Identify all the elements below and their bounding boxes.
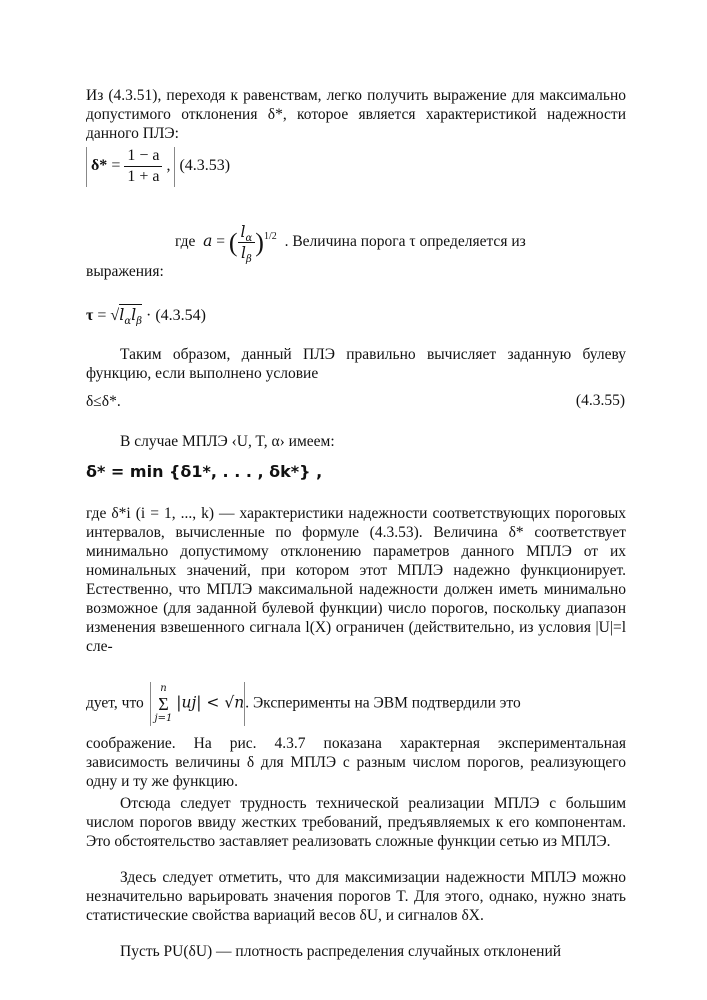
sum-after-text: . Эксперименты на ЭВМ подтвердили это bbox=[245, 694, 521, 712]
paren-open: ( bbox=[228, 228, 238, 257]
l-alpha-radicand: l bbox=[119, 305, 125, 324]
sum-operator bbox=[155, 683, 173, 725]
l-beta-radicand: l bbox=[131, 305, 137, 324]
formula-right-bar bbox=[174, 147, 175, 187]
equation-number-4-3-53: (4.3.53) bbox=[179, 157, 231, 175]
where-a-line: где a = ( $\frac{l_\alpha}{l_\beta}$ )$^{1/2}$ . Величина порога τ определяется из bbox=[175, 223, 526, 265]
tau-lhs: τ bbox=[86, 307, 94, 324]
paragraph-expression: выражения: bbox=[86, 263, 164, 280]
dot: · bbox=[145, 307, 152, 324]
paren-close: ) bbox=[255, 228, 264, 257]
paragraph-characteristics: где δ*i (i = 1, ..., k) — характеристики надежности соответствующих пороговых интервалов, вычисленные по формуле (4.3.53). Величина δ* соответствует минимально допустимому отклонению параметров данного МПЛЭ от их номинальных значений, при котором этот МПЛЭ надежно функционирует. Естественно, что МПЛЭ максимальной надежности должен иметь минимально возможное (для заданной булевой функции) число порогов, поскольку диапазон изменения взвешенного сигнала l(X) ограничен (действительно, из условия |U|=l сле- bbox=[86, 505, 626, 655]
sqrt-radicand bbox=[119, 304, 142, 327]
sum-left-bar bbox=[150, 682, 151, 726]
equation-number-4-3-54: (4.3.54) bbox=[155, 307, 206, 324]
l-beta: l bbox=[241, 244, 246, 262]
paragraph-mple-case: В случае МПЛЭ ‹U, T, α› имеем: bbox=[120, 433, 335, 450]
sum-prefix: дует, что bbox=[86, 694, 144, 712]
l-alpha: l bbox=[240, 223, 246, 241]
ratio-denominator bbox=[238, 243, 256, 263]
formula-lhs: δ* bbox=[91, 157, 108, 175]
equation-number-4-3-55: (4.3.55) bbox=[575, 392, 625, 409]
formula-left-bar bbox=[86, 147, 87, 187]
alpha-sub-radicand: α bbox=[124, 316, 132, 327]
formula-4-3-55: δ≤δ*. bbox=[86, 393, 121, 410]
sum-lower-limit: j=1 bbox=[154, 713, 173, 724]
ratio-fraction bbox=[238, 222, 256, 263]
alpha-sub: α bbox=[245, 233, 253, 244]
sum-term: |uj| < √n bbox=[176, 693, 245, 712]
formula-min: δ* = min {δ1*, . . . , δk*} , bbox=[86, 462, 323, 481]
paragraph-intro: Из (4.3.51), переходя к равенствам, легко получить выражение для максимально допустимого отклонения δ*, которое является характеристикой надежности данного ПЛЭ: bbox=[86, 87, 626, 142]
paragraph-thus: Таким образом, данный ПЛЭ правильно вычисляет заданную булеву функцию, если выполнено условие bbox=[86, 346, 626, 382]
beta-sub: β bbox=[245, 254, 252, 265]
ratio-numerator bbox=[238, 222, 256, 243]
paragraph-maximize: Здесь следует отметить, что для максимизации надежности МПЛЭ можно незначительно варьировать значения порогов T. Для этого, однако, нужно знать статистические свойства вариаций весов δU, и сигналов δX. bbox=[86, 869, 626, 924]
sum-line bbox=[86, 682, 521, 726]
paragraph-let: Пусть PU(δU) — плотность распределения случайных отклонений bbox=[120, 943, 562, 960]
fraction-numerator: 1 − a bbox=[124, 146, 162, 167]
var-a: a bbox=[203, 232, 213, 251]
sigma-symbol: Σ bbox=[158, 694, 169, 714]
sum-upper-limit: n bbox=[160, 683, 167, 694]
where-label: где bbox=[175, 233, 196, 251]
formula-comma: , bbox=[166, 157, 171, 175]
exponent-half: 1/2 bbox=[263, 231, 277, 243]
where-after-text: . Величина порога τ определяется из bbox=[284, 233, 526, 251]
formula-4-3-53: δ* = $\frac{1 - a}{1 + a}$ , (4.3.53) bbox=[86, 146, 230, 187]
paragraph-difficulty: Отсюда следует трудность технической реализации МПЛЭ с большим числом порогов ввиду жестких требований, предъявляемых к его компонентам. Это обстоятельство заставляет реализовать сложные функции сетью из МПЛЭ. bbox=[86, 795, 626, 850]
formula-4-3-54: $\tau = √l_\alpha l_\beta \cdot (4.3.54)$ bbox=[86, 305, 206, 327]
fraction-denominator: 1 + a bbox=[127, 168, 160, 185]
beta-sub-radicand: β bbox=[136, 316, 142, 327]
paragraph-consideration: соображение. На рис. 4.3.7 показана характерная экспериментальная зависимость величины δ для МПЛЭ с разным числом порогов, реализующего одну и ту же функцию. bbox=[86, 735, 626, 790]
fraction bbox=[124, 146, 162, 187]
